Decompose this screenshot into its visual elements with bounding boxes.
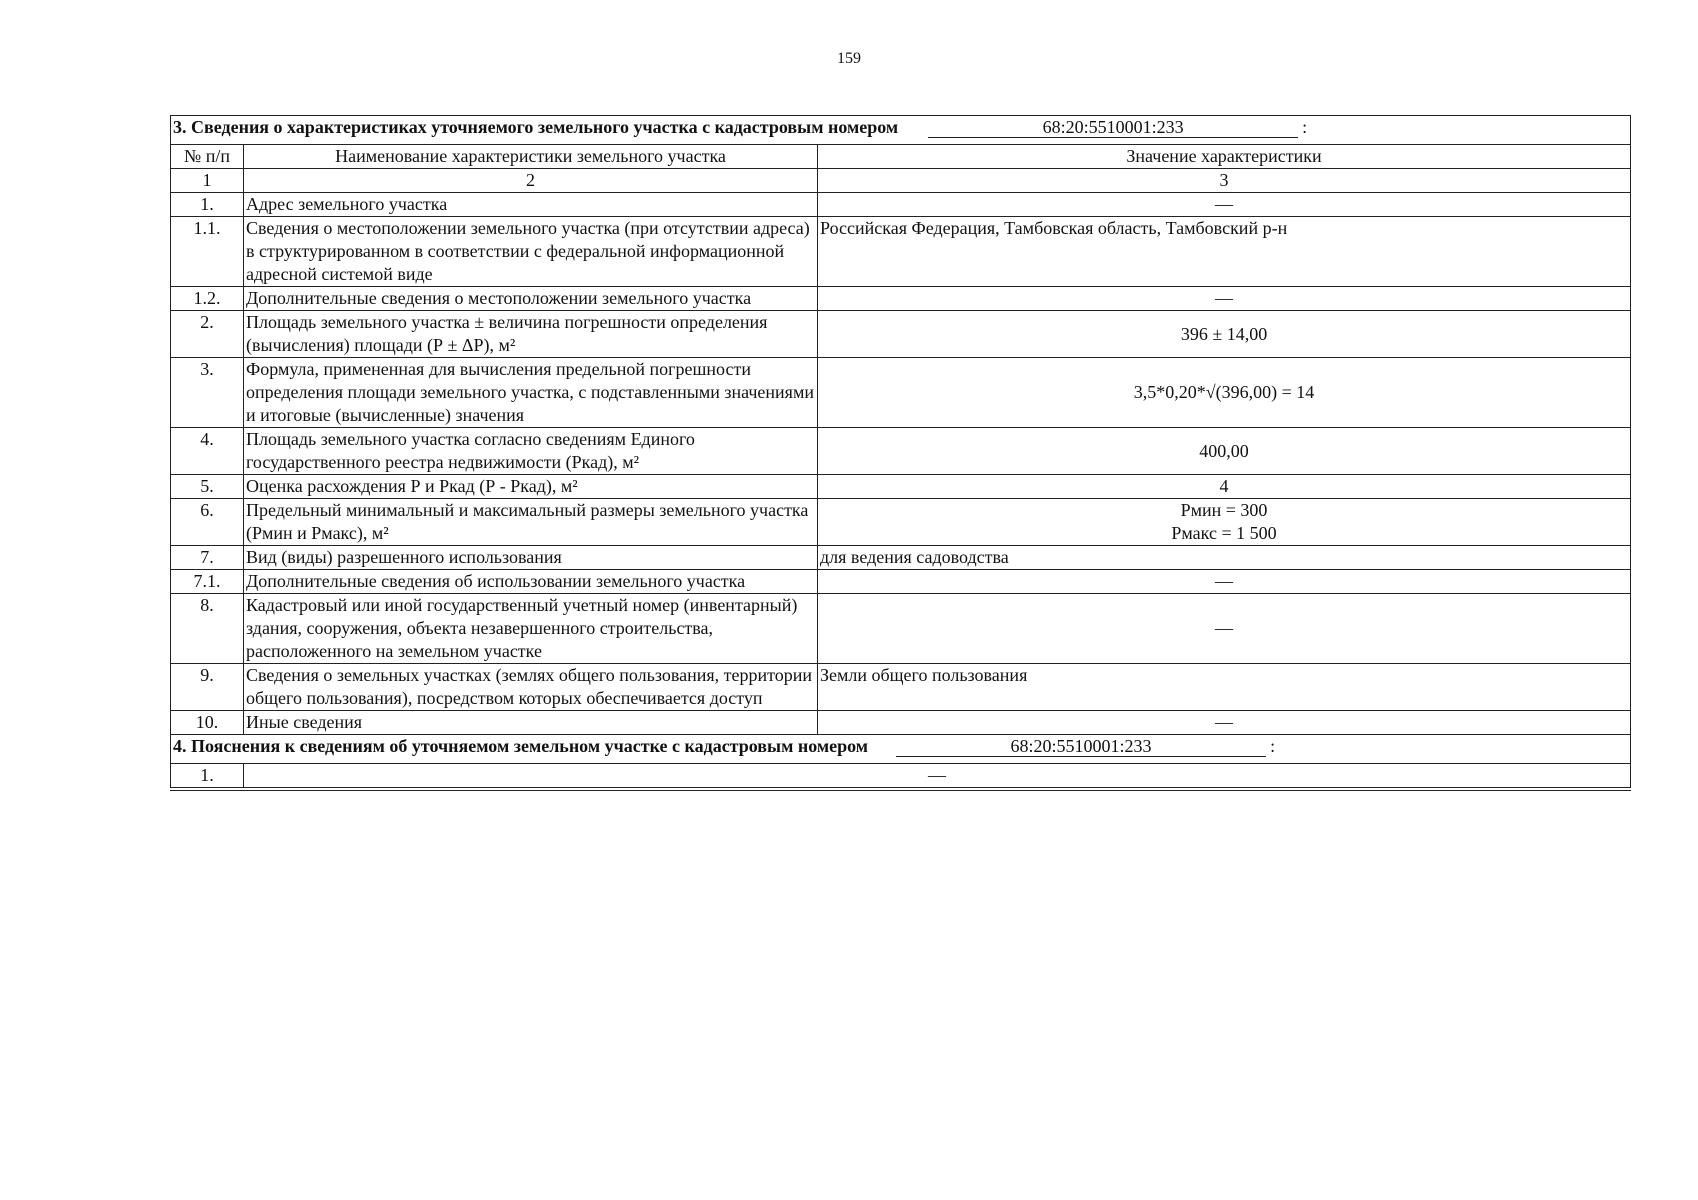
row-value-max: Рмакс = 1 500 — [1171, 523, 1277, 543]
row-value: — — [818, 570, 1631, 594]
row-value: 3,5*0,20*√(396,00) = 14 — [818, 358, 1631, 428]
header-number: № п/п — [171, 145, 244, 169]
row-name: Адрес земельного участка — [244, 193, 818, 217]
row-value: 396 ± 14,00 — [818, 311, 1631, 358]
index-col-2: 2 — [244, 169, 818, 193]
row-name: Кадастровый или иной государственный учетный номер (инвентарный) здания, сооружения, объекта незавершенного строительства, расположенного на земельном участке — [244, 594, 818, 664]
section-4-title-cell — [171, 735, 1631, 764]
row-name: Сведения о местоположении земельного участка (при отсутствии адреса) в структурированном в соответствии с федеральной информационной адресной системой виде — [244, 217, 818, 287]
section-3-title: 3. Сведения о характеристиках уточняемого земельного участка с кадастровым номером — [173, 117, 899, 137]
row-name: Площадь земельного участка ± величина погрешности определения (вычисления) площади (Р ± ΔР), м² — [244, 311, 818, 358]
row-number: 7. — [171, 546, 244, 570]
table-row — [171, 711, 1631, 735]
header-characteristic-value: Значение характеристики — [818, 145, 1631, 169]
row-value: Земли общего пользования — [818, 664, 1631, 711]
row-number: 7.1. — [171, 570, 244, 594]
table-row — [171, 217, 1631, 287]
section-3-colon: : — [1302, 117, 1308, 137]
column-index-row — [171, 169, 1631, 193]
row-value: 4 — [818, 475, 1631, 499]
row-value: — — [818, 193, 1631, 217]
table-row — [171, 428, 1631, 475]
row-name: Предельный минимальный и максимальный размеры земельного участка (Рмин и Рмакс), м² — [244, 499, 818, 546]
row-name: Дополнительные сведения об использовании земельного участка — [244, 570, 818, 594]
row-value: Российская Федерация, Тамбовская область, Тамбовский р-н — [818, 217, 1631, 287]
row-number: 9. — [171, 664, 244, 711]
row-name: Формула, примененная для вычисления предельной погрешности определения площади земельного участка, с подставленными значениями и итоговые (вычисленные) значения — [244, 358, 818, 428]
section-3-cadastral-number: 68:20:5510001:233 — [928, 117, 1298, 138]
row-value: для ведения садоводства — [818, 546, 1631, 570]
row-number: 4. — [171, 428, 244, 475]
row-value-min: Рмин = 300 — [1180, 500, 1268, 520]
row-name: Иные сведения — [244, 711, 818, 735]
table-row — [171, 287, 1631, 311]
row-number: 8. — [171, 594, 244, 664]
page-number: 159 — [837, 50, 861, 67]
row-number: 10. — [171, 711, 244, 735]
header-characteristic-name: Наименование характеристики земельного участка — [244, 145, 818, 169]
row-name: Сведения о земельных участках (землях общего пользования, территории общего пользования), посредством которых обеспечивается доступ — [244, 664, 818, 711]
row-value: — — [818, 594, 1631, 664]
characteristics-table — [170, 115, 1631, 791]
table-row — [171, 475, 1631, 499]
table-row — [171, 499, 1631, 546]
row-number: 5. — [171, 475, 244, 499]
row-number: 1.2. — [171, 287, 244, 311]
index-col-1: 1 — [171, 169, 244, 193]
row-name: Дополнительные сведения о местоположении земельного участка — [244, 287, 818, 311]
section-4-cadastral-number: 68:20:5510001:233 — [896, 736, 1266, 757]
table-row — [171, 664, 1631, 711]
row-number: 3. — [171, 358, 244, 428]
row-number: 1. — [171, 764, 244, 790]
section-4-colon: : — [1270, 736, 1276, 756]
column-header-row — [171, 145, 1631, 169]
row-value: 400,00 — [818, 428, 1631, 475]
section-3-title-cell — [171, 116, 1631, 145]
row-number: 1. — [171, 193, 244, 217]
row-name: Оценка расхождения Р и Ркад (Р - Ркад), м² — [244, 475, 818, 499]
row-value: — — [818, 711, 1631, 735]
section-4-header-row — [171, 735, 1631, 764]
row-number: 6. — [171, 499, 244, 546]
section-4-title: 4. Пояснения к сведениям об уточняемом земельном участке с кадастровым номером — [173, 736, 869, 756]
row-name: Площадь земельного участка согласно сведениям Единого государственного реестра недвижимости (Ркад), м² — [244, 428, 818, 475]
table-row — [171, 570, 1631, 594]
row-name: Вид (виды) разрешенного использования — [244, 546, 818, 570]
index-col-3: 3 — [818, 169, 1631, 193]
section-4-row — [171, 764, 1631, 790]
row-value: — — [244, 764, 1631, 790]
row-value: — — [818, 287, 1631, 311]
table-row — [171, 358, 1631, 428]
row-number: 1.1. — [171, 217, 244, 287]
table-row — [171, 546, 1631, 570]
section-3-header-row — [171, 116, 1631, 145]
table-row — [171, 594, 1631, 664]
table-row — [171, 193, 1631, 217]
table-row — [171, 311, 1631, 358]
row-number: 2. — [171, 311, 244, 358]
row-value — [818, 499, 1631, 546]
